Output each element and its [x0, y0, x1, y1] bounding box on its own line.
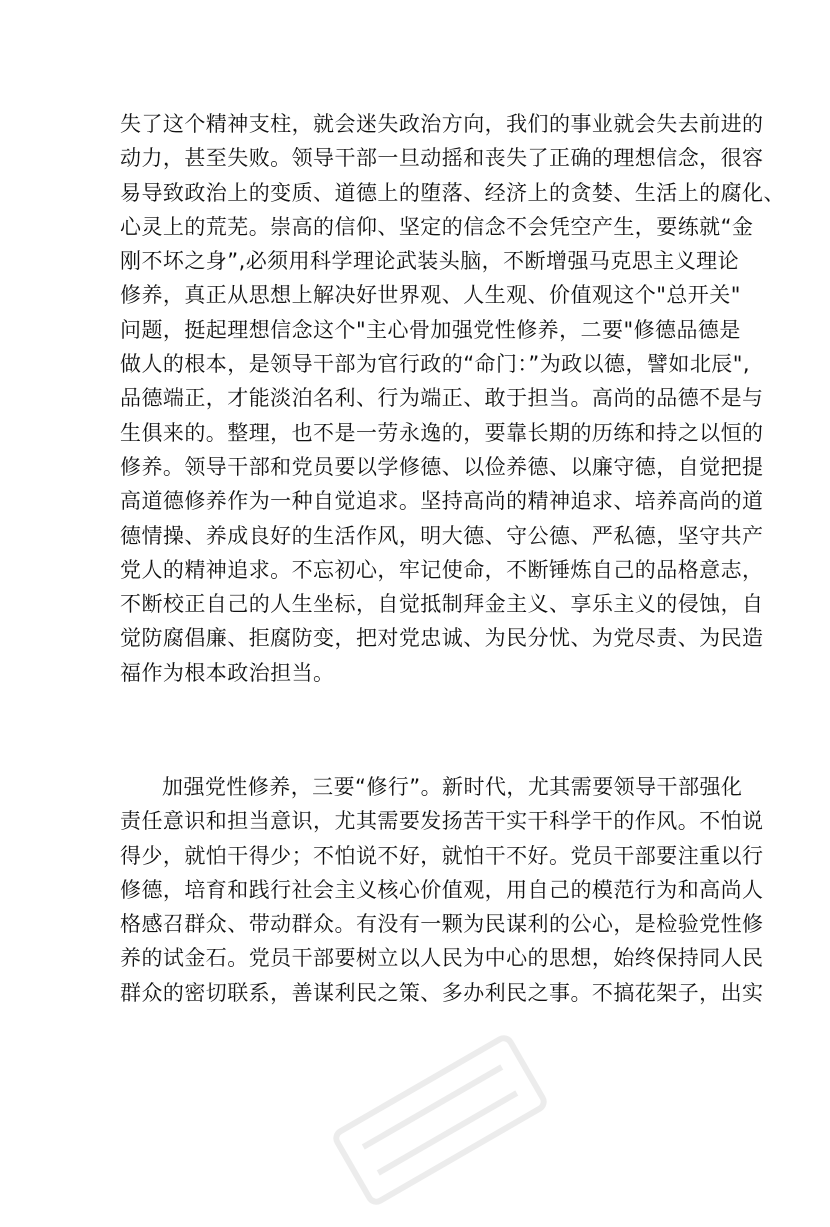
text-line: 群众的密切联系，善谋利民之策、多办利民之事。不搞花架子，出实	[120, 980, 764, 1005]
text-line: 做人的根本，是领导干部为官行政的“命门：”为政以德，譬如北辰",	[120, 352, 750, 377]
paragraph-1	[120, 107, 785, 690]
text-line: 格感召群众、带动群众。有没有一颗为民谋利的公心，是检验党性修	[120, 912, 764, 937]
text-line: 心灵上的荒芜。崇高的信仰、坚定的信念不会凭空产生，要练就“金	[120, 214, 754, 239]
text-line: 养的试金石。党员干部要树立以人民为中心的思想，始终保持同人民	[120, 946, 764, 971]
text-line: 品德端正，才能淡泊名利、行为端正、敢于担当。高尚的品德不是与	[120, 386, 764, 411]
text-line: 高道德修养作为一种自觉追求。坚持高尚的精神追求、培养高尚的道	[120, 489, 764, 514]
text-line: 刚不坏之身”,必须用科学理论武装头脑，不断增强马克思主义理论	[120, 249, 740, 274]
text-line: 易导致政治上的变质、道德上的堕落、经济上的贪婪、生活上的腐化、	[120, 180, 785, 205]
text-line: 责任意识和担当意识，尤其需要发扬苦干实干科学干的作风。不怕说	[120, 809, 764, 834]
text-line: 不断校正自己的人生坐标，自觉抵制拜金主义、享乐主义的侵蚀，自	[120, 592, 764, 617]
text-line: 修德，培育和践行社会主义核心价值观，用自己的模范行为和高尚人	[120, 877, 764, 902]
text-line: 问题，挺起理想信念这个"主心骨加强党性修养，二要"修德品德是	[120, 317, 741, 342]
text-line: 修养，真正从思想上解决好世界观、人生观、价值观这个"总开关"	[120, 283, 741, 308]
text-line: 福作为根本政治担当。	[120, 660, 335, 685]
text-line: 德情操、养成良好的生活作风，明大德、守公德、严私德，坚守共产	[120, 523, 764, 548]
paragraph-2	[120, 770, 764, 1010]
text-line: 动力，甚至失败。领导干部一旦动摇和丧失了正确的理想信念，很容	[120, 146, 764, 171]
text-line: 修养。领导干部和党员要以学修德、以俭养德、以廉守德，自觉把提	[120, 454, 764, 479]
text-line: 失了这个精神支柱，就会迷失政治方向，我们的事业就会失去前进的	[120, 112, 764, 136]
text-line: 加强党性修养，三要“修行”。新时代，尤其需要领导干部强化	[162, 775, 743, 799]
text-line: 得少，就怕干得少；不怕说不好，就怕干不好。党员干部要注重以行	[120, 843, 764, 868]
text-line: 生俱来的。整理，也不是一劳永逸的，要靠长期的历练和持之以恒的	[120, 420, 764, 445]
text-line: 党人的精神追求。不忘初心，牢记使命，不断锤炼自己的品格意志，	[120, 557, 764, 582]
watermark-graphic	[315, 1013, 566, 1227]
text-line: 觉防腐倡廉、拒腐防变，把对党忠诚、为民分忧、为党尽责、为民造	[120, 626, 764, 651]
